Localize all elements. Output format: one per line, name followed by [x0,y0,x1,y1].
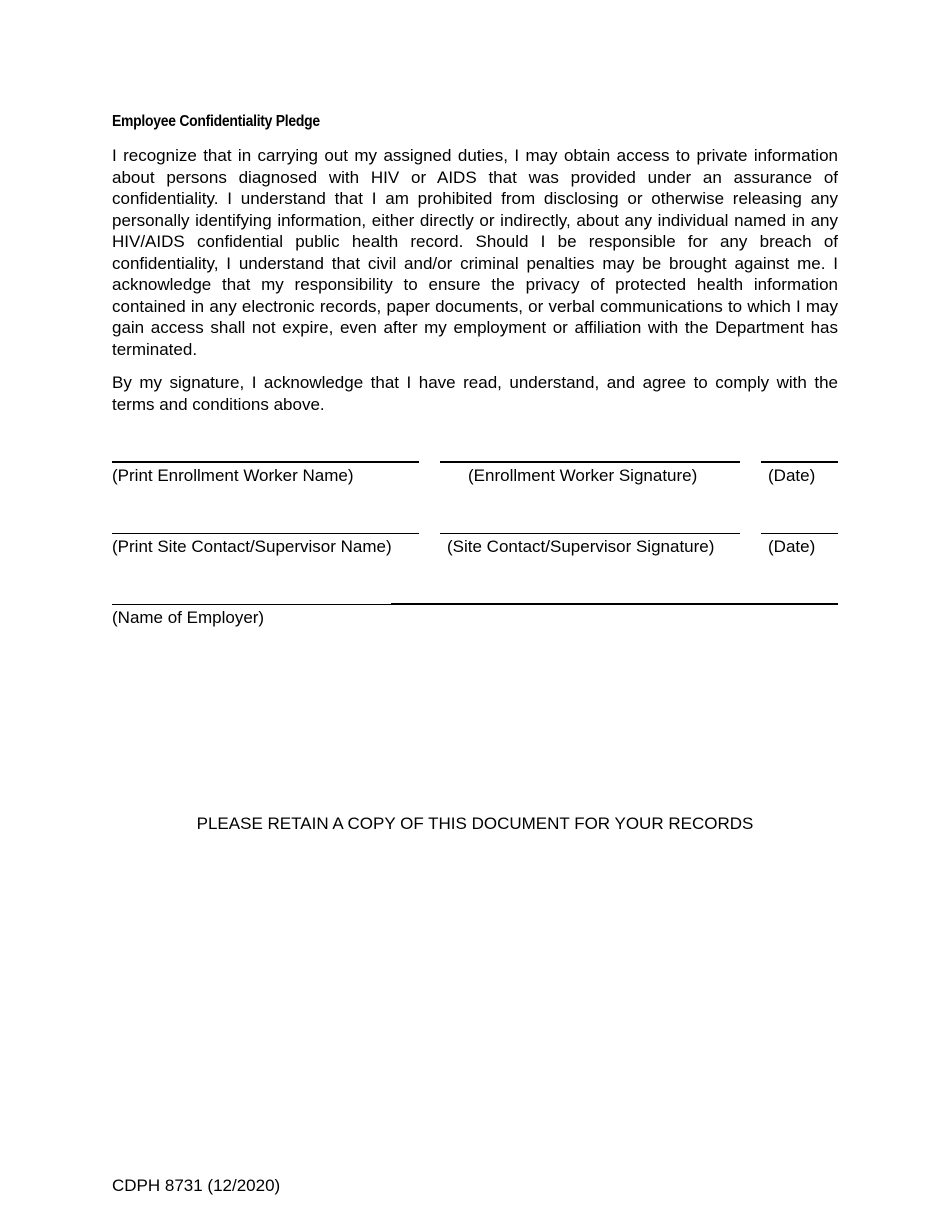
enrollment-worker-signature-label: (Enrollment Worker Signature) [468,466,698,485]
employer-name-label: (Name of Employer) [112,608,265,627]
retain-copy-notice: PLEASE RETAIN A COPY OF THIS DOCUMENT FOR YOUR RECORDS [196,814,754,833]
supervisor-date-line[interactable] [761,533,838,534]
enrollment-worker-name-label: (Print Enrollment Worker Name) [112,466,354,485]
supervisor-signature-line[interactable] [440,533,740,534]
employer-name-line-left[interactable] [112,604,392,605]
form-id: CDPH 8731 (12/2020) [112,1176,281,1195]
document-title: Employee Confidentiality Pledge [112,113,320,130]
pledge-paragraph: I recognize that in carrying out my assigned duties, I may obtain access to private information about persons diagnosed with HIV or AIDS that was provided under an assurance of confidentiality. I understand that I am prohibited from disclosing or otherwise releasing any personally identifying information, either directly or indirectly, about any individual named in any HIV/AIDS confidential public health record. Should I be responsible for any breach of confidentiality, I understand that civil and/or criminal penalties may be brought against me. I acknowledge that my responsibility to ensure the privacy of protected health information contained in any electronic records, paper documents, or verbal communications to which I may gain access shall not expire, even after my employment or affiliation with the Department has terminated. [112,146,838,359]
acknowledgement-paragraph: By my signature, I acknowledge that I have read, understand, and agree to comply with the terms and conditions above. [112,373,838,414]
supervisor-date-label: (Date) [768,537,816,556]
enrollment-worker-signature-line[interactable] [440,461,740,463]
employer-name-line[interactable] [391,603,838,605]
supervisor-name-line[interactable] [112,533,419,534]
enrollment-worker-date-line[interactable] [761,461,838,463]
supervisor-name-label: (Print Site Contact/Supervisor Name) [112,537,392,556]
enrollment-worker-name-line[interactable] [112,461,419,463]
supervisor-signature-label: (Site Contact/Supervisor Signature) [447,537,715,556]
enrollment-worker-date-label: (Date) [768,466,816,485]
